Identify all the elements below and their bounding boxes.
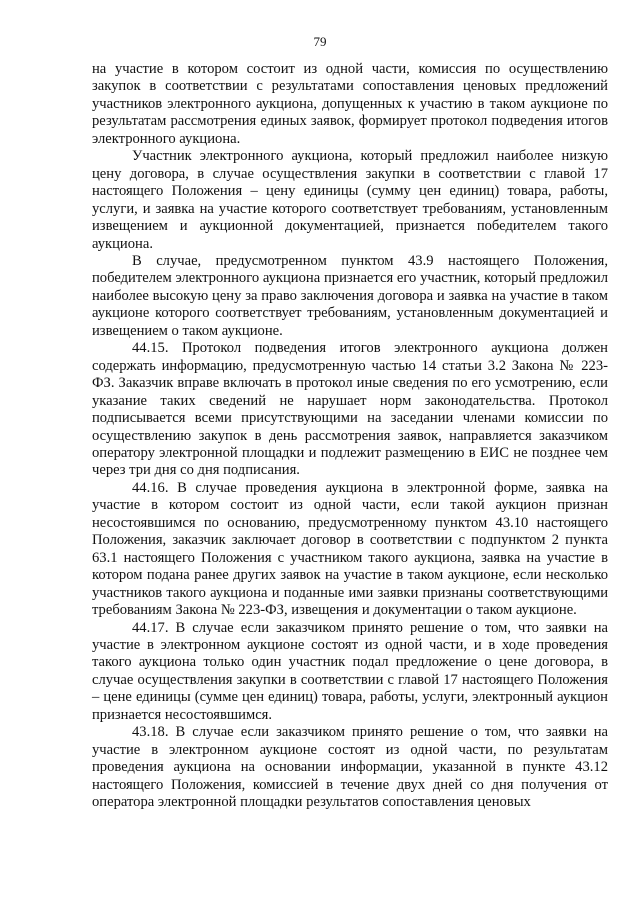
paragraph-44-16: 44.16. В случае проведения аукциона в электронной форме, заявка на участие в котором состоит из одной части, если такой аукцион признан несостоявшимся по основанию, предусмотренному пунктом 43.10 настоящего Положения, заказчик заключает договор в соответствии с подпунктом 2 пункта 63.1 настоящего Положения с участником такого аукциона, заявка на участие в котором подана ранее других заявок на участие в таком аукционе, если несколько участников такого аукциона и поданные ими заявки признаны соответствующими требованиям Закона № 223-ФЗ, извещения и документации о таком аукционе. bbox=[92, 479, 608, 619]
paragraph-44-15: 44.15. Протокол подведения итогов электронного аукциона должен содержать информацию, предусмотренную частью 14 статьи 3.2 Закона № 223-ФЗ. Заказчик вправе включать в протокол иные сведения по его усмотрению, если указание таких сведений не нарушает норм законодательства. Протокол подписывается всеми присутствующими на заседании членами комиссии по осуществлению закупок в день рассмотрения заявок, направляется заказчиком оператору электронной площадки и подлежит размещению в ЕИС не позднее чем через три дня со дня подписания. bbox=[92, 340, 608, 479]
page-number: 79 bbox=[313, 34, 327, 49]
paragraph-highest-price-winner: В случае, предусмотренном пунктом 43.9 настоящего Положения, победителем электронного аукциона признается его участник, который предложил наиболее высокую цену за право заключения договора и заявка на участие в таком аукционе которого соответствует требованиям, установленным документацией и извещением о таком аукционе. bbox=[92, 252, 608, 339]
paragraph-43-18: 43.18. В случае если заказчиком принято решение о том, что заявки на участие в электронном аукционе состоят из одной части, по результатам проведения аукциона на основании информации, указанной в пункте 43.12 настоящего Положения, комиссией в течение двух дней со дня получения от оператора электронной площадки результатов сопоставления ценовых bbox=[92, 724, 608, 811]
paragraph-continuation: на участие в котором состоит из одной части, комиссия по осуществлению закупок в соответствии с результатами сопоставления ценовых предложений участников электронного аукциона, допущенных к участию в таком аукционе по результатам рассмотрения единых заявок, формирует протокол подведения итогов электронного аукциона. bbox=[92, 61, 608, 147]
document-body bbox=[92, 61, 608, 811]
paragraph-auction-winner: Участник электронного аукциона, который предложил наиболее низкую цену договора, в случае осуществления закупки в соответствии с главой 17 настоящего Положения – цену единицы (сумму цен единиц) товара, работы, услуги, и заявка на участие которого соответствует требованиям, установленным извещением и аукционной документацией, признается победителем такого аукциона. bbox=[92, 148, 608, 252]
paragraph-44-17: 44.17. В случае если заказчиком принято решение о том, что заявки на участие в электронном аукционе состоят из одной части, и в ходе проведения такого аукциона только один участник подал предложение о цене договора, в случае осуществления закупки в соответствии с главой 17 настоящего Положения – цене единицы (сумме цен единиц) товара, работы, услуги, электронный аукцион признается несостоявшимся. bbox=[92, 619, 608, 723]
